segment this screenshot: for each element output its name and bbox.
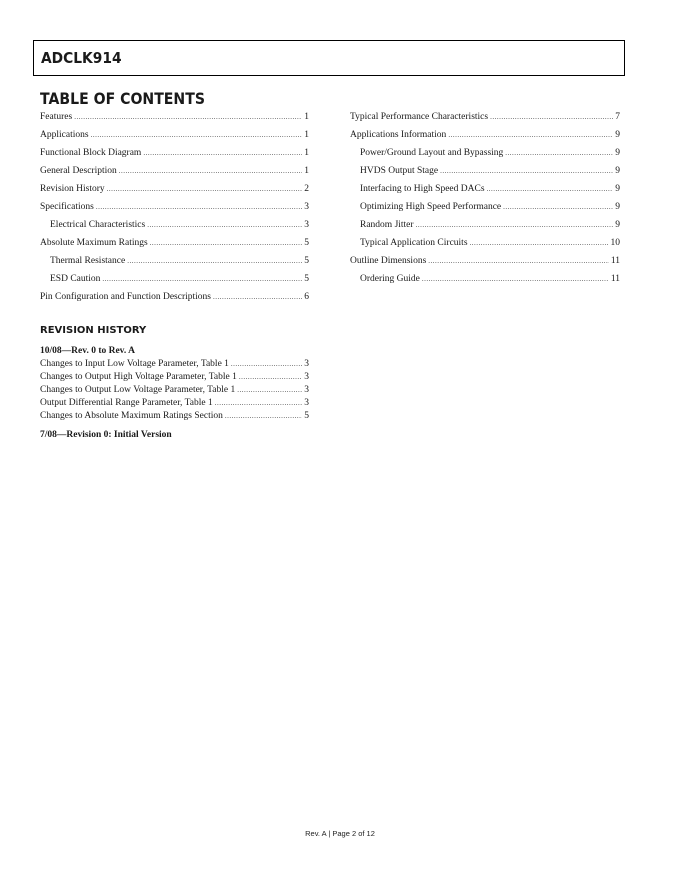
entry-label: Changes to Input Low Voltage Parameter, Table 1 bbox=[40, 359, 229, 369]
entry-page-number: 3 bbox=[304, 359, 309, 369]
dot-leader bbox=[215, 397, 303, 410]
revision-history-heading: REVISION HISTORY bbox=[40, 325, 147, 336]
entry-page-number: 9 bbox=[615, 130, 620, 140]
entry-page-number: 6 bbox=[304, 292, 309, 302]
toc-right-column bbox=[350, 108, 620, 288]
toc-entry[interactable] bbox=[40, 108, 309, 126]
entry-label: Ordering Guide bbox=[360, 274, 420, 284]
entry-label: Revision History bbox=[40, 184, 105, 194]
dot-leader bbox=[107, 180, 303, 198]
dot-leader bbox=[119, 162, 302, 180]
entry-label: Changes to Output High Voltage Parameter, Table 1 bbox=[40, 372, 237, 382]
toc-heading: TABLE OF CONTENTS bbox=[40, 89, 205, 108]
entry-page-number: 5 bbox=[304, 256, 309, 266]
dot-leader bbox=[440, 162, 613, 180]
toc-entry[interactable] bbox=[350, 252, 620, 270]
entry-page-number: 11 bbox=[610, 256, 620, 266]
entry-page-number: 5 bbox=[304, 238, 309, 248]
document-header bbox=[33, 40, 625, 76]
dot-leader bbox=[225, 410, 302, 423]
entry-label: Random Jitter bbox=[360, 220, 414, 230]
toc-entry[interactable] bbox=[350, 126, 620, 144]
rev-0-heading: 7/08—Revision 0: Initial Version bbox=[40, 430, 172, 440]
entry-label: Changes to Absolute Maximum Ratings Section bbox=[40, 411, 223, 421]
entry-label: Applications bbox=[40, 130, 89, 140]
toc-entry[interactable] bbox=[40, 288, 309, 306]
entry-page-number: 2 bbox=[304, 184, 309, 194]
entry-page-number: 7 bbox=[615, 112, 620, 122]
toc-entry[interactable] bbox=[40, 162, 309, 180]
entry-label: Typical Performance Characteristics bbox=[350, 112, 489, 122]
document-title: ADCLK914 bbox=[41, 49, 122, 67]
entry-label: Thermal Resistance bbox=[50, 256, 126, 266]
toc-entry[interactable] bbox=[40, 126, 309, 144]
toc-entry[interactable] bbox=[350, 198, 620, 216]
dot-leader bbox=[102, 270, 302, 288]
entry-page-number: 9 bbox=[615, 148, 620, 158]
entry-label: Optimizing High Speed Performance bbox=[360, 202, 502, 212]
toc-entry[interactable] bbox=[40, 252, 309, 270]
toc-entry[interactable] bbox=[350, 216, 620, 234]
toc-entry[interactable] bbox=[40, 180, 309, 198]
entry-label: HVDS Output Stage bbox=[360, 166, 439, 176]
entry-page-number: 1 bbox=[304, 112, 309, 122]
page-footer: Rev. A | Page 2 of 12 bbox=[305, 829, 375, 838]
entry-page-number: 9 bbox=[615, 166, 620, 176]
entry-label: Changes to Output Low Voltage Parameter, Table 1 bbox=[40, 385, 236, 395]
toc-entry[interactable] bbox=[40, 144, 309, 162]
revision-history-section bbox=[40, 344, 309, 442]
entry-label: Typical Application Circuits bbox=[360, 238, 468, 248]
entry-page-number: 3 bbox=[304, 202, 309, 212]
entry-label: Electrical Characteristics bbox=[50, 220, 146, 230]
dot-leader bbox=[74, 108, 302, 126]
revision-change-list bbox=[40, 358, 309, 423]
entry-page-number: 1 bbox=[304, 148, 309, 158]
dot-leader bbox=[470, 234, 609, 252]
entry-page-number: 1 bbox=[304, 166, 309, 176]
entry-page-number: 3 bbox=[304, 398, 309, 408]
dot-leader bbox=[505, 144, 613, 162]
revision-change-entry bbox=[40, 358, 309, 371]
dot-leader bbox=[96, 198, 302, 216]
entry-page-number: 5 bbox=[304, 274, 309, 284]
entry-page-number: 3 bbox=[304, 385, 309, 395]
entry-label: Interfacing to High Speed DACs bbox=[360, 184, 485, 194]
toc-entry[interactable] bbox=[350, 270, 620, 288]
dot-leader bbox=[237, 384, 302, 397]
entry-label: Specifications bbox=[40, 202, 94, 212]
revision-change-entry bbox=[40, 371, 309, 384]
entry-label: Applications Information bbox=[350, 130, 447, 140]
revision-change-entry bbox=[40, 410, 309, 423]
entry-page-number: 9 bbox=[615, 202, 620, 212]
toc-entry[interactable] bbox=[350, 234, 620, 252]
dot-leader bbox=[150, 234, 303, 252]
dot-leader bbox=[416, 216, 614, 234]
dot-leader bbox=[503, 198, 613, 216]
entry-page-number: 3 bbox=[304, 220, 309, 230]
dot-leader bbox=[490, 108, 613, 126]
entry-page-number: 9 bbox=[615, 220, 620, 230]
rev-a-heading: 10/08—Rev. 0 to Rev. A bbox=[40, 346, 135, 356]
toc-entry[interactable] bbox=[350, 108, 620, 126]
entry-page-number: 11 bbox=[610, 274, 620, 284]
entry-label: Power/Ground Layout and Bypassing bbox=[360, 148, 504, 158]
entry-label: Outline Dimensions bbox=[350, 256, 427, 266]
entry-page-number: 10 bbox=[610, 238, 620, 248]
toc-entry[interactable] bbox=[40, 198, 309, 216]
dot-leader bbox=[487, 180, 614, 198]
dot-leader bbox=[422, 270, 609, 288]
toc-entry[interactable] bbox=[350, 180, 620, 198]
toc-entry[interactable] bbox=[350, 144, 620, 162]
toc-entry[interactable] bbox=[40, 270, 309, 288]
toc-entry[interactable] bbox=[350, 162, 620, 180]
revision-change-entry bbox=[40, 397, 309, 410]
dot-leader bbox=[127, 252, 302, 270]
entry-label: Output Differential Range Parameter, Table 1 bbox=[40, 398, 213, 408]
entry-label: Absolute Maximum Ratings bbox=[40, 238, 148, 248]
entry-label: Features bbox=[40, 112, 73, 122]
dot-leader bbox=[147, 216, 302, 234]
dot-leader bbox=[213, 288, 302, 306]
entry-label: Pin Configuration and Function Descriptions bbox=[40, 292, 211, 302]
toc-left-column bbox=[40, 108, 309, 306]
toc-entry[interactable] bbox=[40, 234, 309, 252]
dot-leader bbox=[231, 358, 302, 371]
toc-entry[interactable] bbox=[40, 216, 309, 234]
dot-leader bbox=[239, 371, 302, 384]
entry-label: ESD Caution bbox=[50, 274, 101, 284]
dot-leader bbox=[428, 252, 609, 270]
entry-page-number: 1 bbox=[304, 130, 309, 140]
dot-leader bbox=[448, 126, 613, 144]
revision-change-entry bbox=[40, 384, 309, 397]
entry-page-number: 9 bbox=[615, 184, 620, 194]
entry-label: General Description bbox=[40, 166, 117, 176]
dot-leader bbox=[143, 144, 302, 162]
entry-page-number: 3 bbox=[304, 372, 309, 382]
entry-page-number: 5 bbox=[304, 411, 309, 421]
entry-label: Functional Block Diagram bbox=[40, 148, 142, 158]
dot-leader bbox=[91, 126, 303, 144]
